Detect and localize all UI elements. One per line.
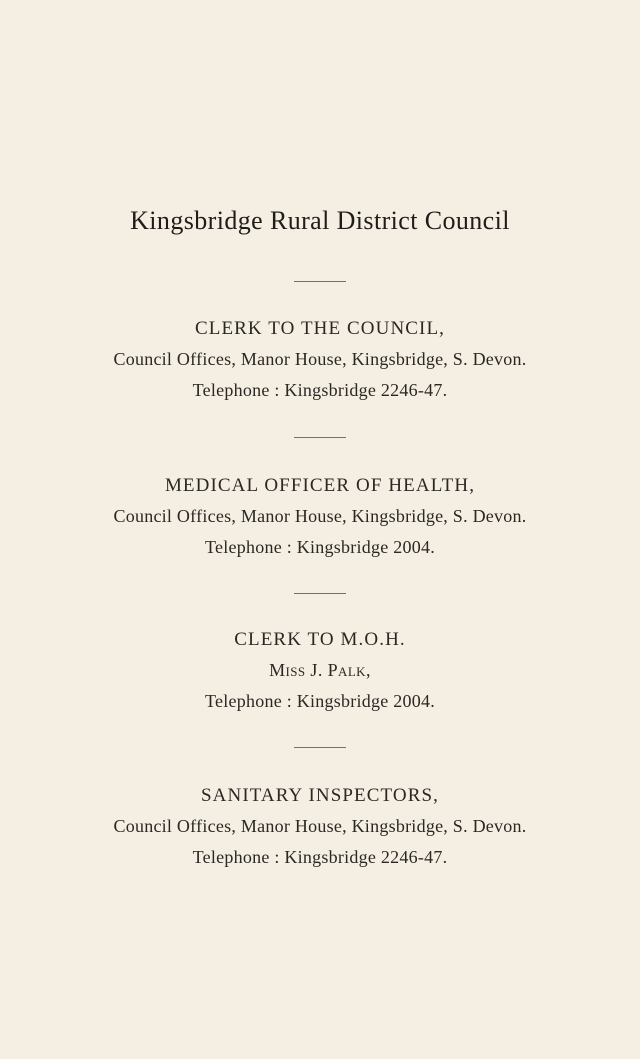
page-title: Kingsbridge Rural District Council [130, 206, 510, 235]
address-line: Council Offices, Manor House, Kingsbridge, S. Devon. [113, 506, 527, 526]
telephone-line: Telephone : Kingsbridge 2004. [205, 537, 435, 557]
section-heading: MEDICAL OFFICER OF HEALTH, [164, 475, 476, 496]
section-sanitary-inspectors [0, 780, 640, 873]
address-line: Council Offices, Manor House, Kingsbridge, S. Devon. [113, 816, 527, 836]
telephone-line: Telephone : Kingsbridge 2246-47. [192, 380, 448, 400]
section-heading: SANITARY INSPECTORS, [201, 785, 439, 806]
section-clerk-to-moh [0, 624, 640, 717]
telephone-line: Telephone : Kingsbridge 2004. [205, 691, 435, 711]
divider [294, 747, 346, 748]
divider [294, 281, 346, 282]
address-line: Council Offices, Manor House, Kingsbridge, S. Devon. [113, 349, 527, 369]
name-line: Miss J. Palk, [269, 660, 371, 680]
divider [294, 437, 346, 438]
section-heading: CLERK TO THE COUNCIL, [194, 318, 446, 339]
telephone-line: Telephone : Kingsbridge 2246-47. [192, 847, 448, 867]
section-clerk-to-council [0, 313, 640, 406]
section-medical-officer [0, 470, 640, 563]
divider [294, 593, 346, 594]
section-heading: CLERK TO M.O.H. [234, 629, 406, 650]
